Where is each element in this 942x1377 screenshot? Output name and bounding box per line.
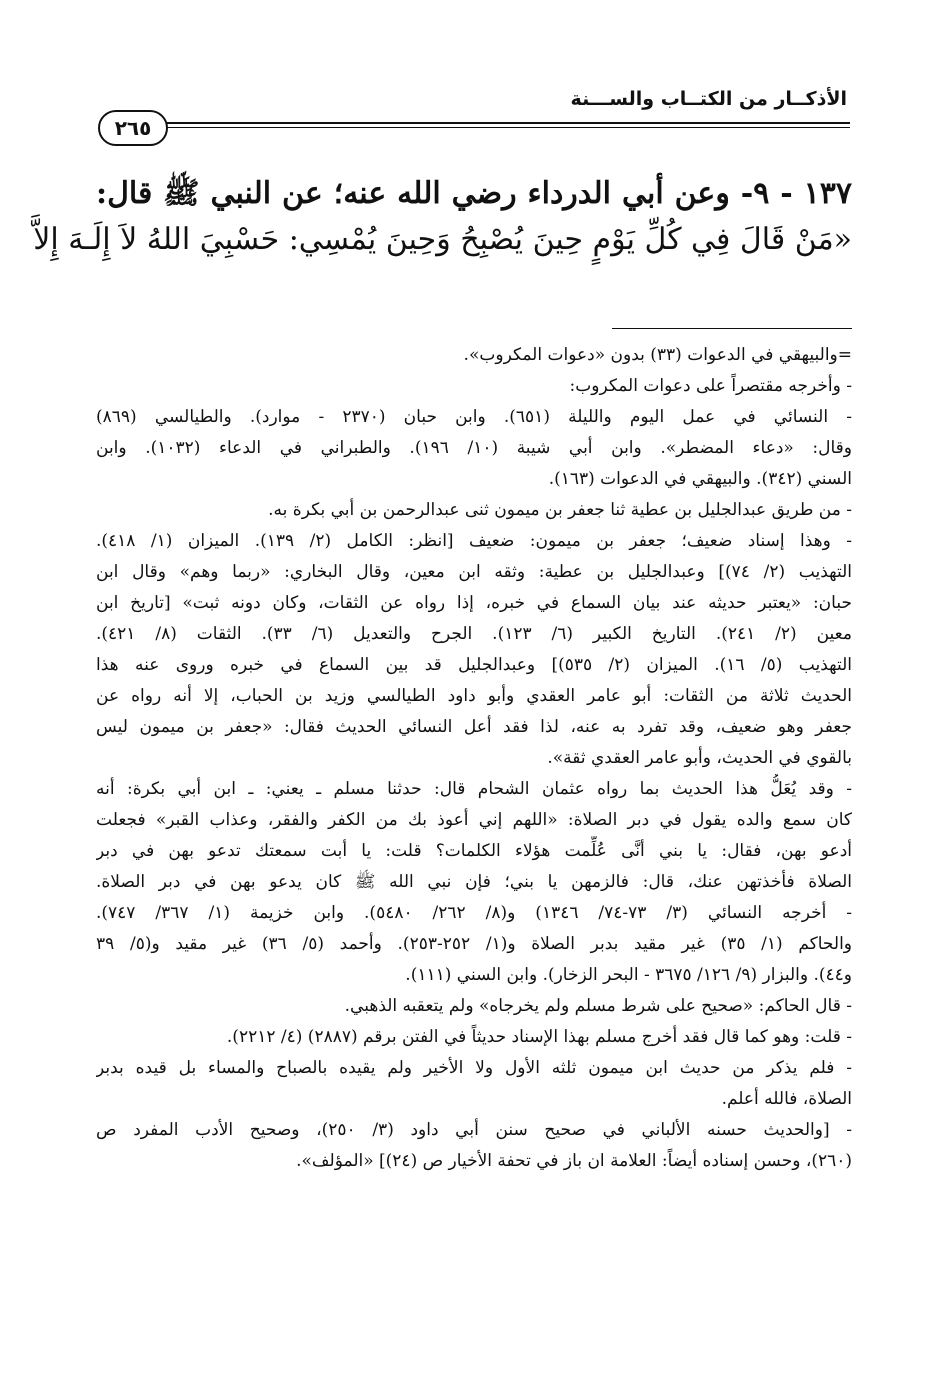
footnote-line: - من طريق عبدالجليل بن عطية ثنا جعفر بن ميمون ثنى عبدالرحمن بن أبي بكرة به. xyxy=(268,500,852,520)
footnote-line: - وهذا إسناد ضعيف؛ جعفر بن ميمون: ضعيف [انظر: الكامل (٢/ ١٣٩). الميزان (١/ ٤١٨). xyxy=(96,531,852,551)
footnote-line: معين (٢/ ٢٤١). التاريخ الكبير (٦/ ١٢٣). الجرح والتعديل (٦/ ٣٣). الثقات (٨/ ٤٢١). xyxy=(96,624,852,644)
footnote-line: و٤٤). والبزار (٩/ ١٢٦/ ٣٦٧٥ - البحر الزخار). وابن السني (١١١). xyxy=(405,965,852,985)
footnote-line: بالقوي في الحديث، وأبو عامر العقدي ثقة». xyxy=(547,748,852,768)
footnote-line: السني (٣٤٢). والبيهقي في الدعوات (١٦٣). xyxy=(548,469,852,489)
footnote-line: وقال: «دعاء المضطر». وابن أبي شيبة (١٠/ ١٩٦). والطبراني في الدعاء (١٠٣٢). وابن xyxy=(96,438,852,458)
footnote-separator xyxy=(612,328,852,329)
footnote-line: الصلاة فأخذتهن عنك، قال: فالزمهن يا بني؛ فإن نبي الله ﷺ كان يدعو بهن في دبر الصلاة. xyxy=(96,872,852,892)
footnote-line: كان سمع والده يقول في دبر الصلاة: «اللهم إني أعوذ بك من الكفر والفقر، وعذاب القبر» فجعلت xyxy=(96,810,852,830)
footnote-line: التهذيب (٥/ ١٦). الميزان (٢/ ٥٣٥)] وعبدالجليل قد بين السماع في خبره وروى عنه هذا xyxy=(96,655,852,675)
footnote-line: - قال الحاكم: «صحيح على شرط مسلم ولم يخرجاه» ولم يتعقبه الذهبي. xyxy=(344,996,852,1016)
footnote-line: - أخرجه النسائي (٣/ ٧٣-٧٤/ ١٣٤٦) و(٨/ ٢٦٢/ ٥٤٨٠). وابن خزيمة (١/ ٣٦٧/ ٧٤٧). xyxy=(96,903,852,923)
footnotes xyxy=(96,340,852,1177)
footnote-line: - قلت: وهو كما قال فقد أخرج مسلم بهذا الإسناد حديثاً في الفتن برقم (٢٨٨٧) (٤/ ٢٢١٢). xyxy=(226,1027,852,1047)
header-rule xyxy=(160,122,850,124)
footnote-line: - النسائي في عمل اليوم والليلة (٦٥١). وابن حبان (٢٣٧٠ - موارد). والطيالسي (٨٦٩) xyxy=(96,407,852,427)
footnote-line: جعفر وهو ضعيف، وقد تفرد به عنه، لذا فقد أعل النسائي الحديث فقال: «جعفر بن ميمون ليس xyxy=(96,717,852,737)
footnote-line: - وأخرجه مقتصراً على دعوات المكروب: xyxy=(569,376,852,396)
footnote-line: - وقد يُعَلُّ هذا الحديث بما رواه عثمان الشحام قال: حدثنا مسلم ـ يعني: ـ ابن أبي بكرة: أنه xyxy=(96,779,852,799)
footnote-line: - فلم يذكر من حديث ابن ميمون ثلثه الأول ولا الأخير ولم يقيده بالصباح والمساء بل قيده بدبر xyxy=(96,1058,852,1078)
header-rule-thin xyxy=(160,127,850,128)
footnote-line: - [والحديث حسنه الألباني في صحيح سنن أبي داود (٣/ ٢٥٠)، وصحيح الأدب المفرد ص xyxy=(96,1120,852,1140)
page-number: ٢٦٥ xyxy=(98,110,168,146)
running-title: الأذكــار من الكتــاب والســـنة xyxy=(570,88,847,110)
hadith-text xyxy=(33,172,852,264)
footnote-line: (٢٦٠)، وحسن إسناده أيضاً: العلامة ان باز في تحفة الأخيار ص (٢٤)] «المؤلف». xyxy=(296,1151,852,1171)
footnote-line: الصلاة، فالله أعلم. xyxy=(721,1089,852,1109)
footnote-line: حبان: «يعتبر حديثه عند بيان السماع في خبره، إذا رواه عن الثقات، وكان دونه ثبت» [تاريخ ابن xyxy=(96,593,852,613)
hadith-line: ١٣٧ - ٩- وعن أبي الدرداء رضي الله عنه؛ عن النبي ﷺ قال: xyxy=(96,176,852,211)
hadith-line: «مَنْ قَالَ فِي كُلِّ يَوْمٍ حِينَ يُصْبِحُ وَحِينَ يُمْسِي: حَسْبِيَ اللهُ لاَ إِلَـهَ إِلاَّ xyxy=(33,222,852,257)
footnote-line: الحديث ثلاثة من الثقات: أبو عامر العقدي وأبو داود الطيالسي وزيد بن الحباب، إلا أنه رواه عن xyxy=(96,686,852,706)
footnote-line: أدعو بهن، فقال: يا بني أنَّى عُلِّمت هؤلاء الكلمات؟ قلت: يا أبت سمعتك تدعو بهن في دبر xyxy=(96,841,852,861)
footnote-line: =والبيهقي في الدعوات (٣٣) بدون «دعوات المكروب». xyxy=(463,345,852,365)
footnote-line: التهذيب (٢/ ٧٤)] وعبدالجليل بن عطية: وثقه ابن معين، وقال البخاري: «ربما وهم» وقال ابن xyxy=(96,562,852,582)
footnote-line: والحاكم (١/ ٣٥) غير مقيد بدبر الصلاة و(١/ ٢٥٢-٢٥٣). وأحمد (٥/ ٣٦) غير مقيد و(٥/ ٣٩ xyxy=(96,934,852,954)
